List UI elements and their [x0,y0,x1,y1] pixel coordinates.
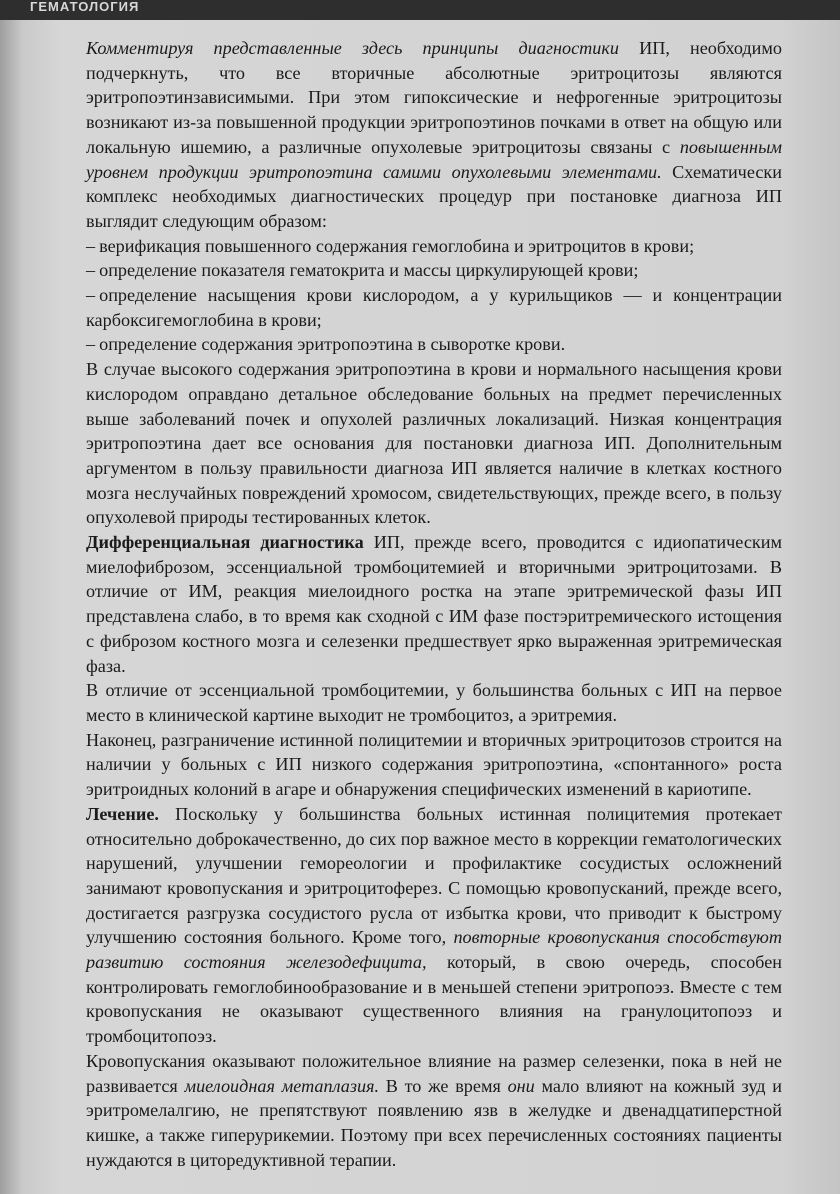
p7-text-2: В то же время [379,1075,508,1096]
paragraph-3 [86,530,782,678]
list-item [86,258,782,283]
p1-text-1: ИП, необходимо подчеркнуть, что все вторичные абсолютные эритроцитозы являются эритропоэтинзависимыми. При этом гипоксические и нефрогенные эритроцитозы возникают из-за повышенной продукции эритропоэтинов почками в ответ на общую или локальную ишемию, а различные опухолевые эритроцитозы связаны с [86,38,783,157]
p3-heading: Дифференциальная диагностика [86,532,364,553]
paragraph-5: Наконец, разграничение истинной полицитемии и вторичных эритроцитозов строится на наличии у больных с ИП низкого содержания эритропоэтина, «спонтанного» роста эритроидных колоний в агаре и обнаружения специфических изменений в кариотипе. [86,729,782,800]
p6-italic: повторные кровопускания способствуют развитию состояния железодефицита, [86,927,782,973]
list-item-text: определение содержания эритропоэтина в сыворотке крови. [99,334,566,355]
list-dash: – [86,334,96,355]
diagnostic-list [86,234,782,358]
list-item-text: определение показателя гематокрита и массы циркулирующей крови; [99,260,639,281]
paragraph-2: В случае высокого содержания эритропоэтина в крови и нормального насыщения крови кислородом оправдано детальное обследование больных на предмет перечисленных выше заболеваний почек и опухолей различных локализаций. Низкая концентрация эритропоэтина дает все основания для постановки диагноза ИП. Дополнительным аргументом в пользу правильности диагноза ИП является наличие в клетках костного мозга неслучайных повреждений хромосом, свидетельствующих, прежде всего, в пользу опухолевой природы тестированных клеток. [86,359,782,528]
running-header [0,0,840,20]
p1-italic-mid: повышенным уровнем продукции эритропоэтина самими опухолевыми элементами. [86,136,782,182]
paragraph-6 [86,802,782,1049]
p6-heading: Лечение. [86,803,159,824]
list-dash: – [86,235,96,256]
p6-text-2: который, в свою очередь, способен контролировать гемоглобинообразование и в меньшей степени эритропоэз. Вместе с тем кровопускания не оказывают существенного влияния на гранулоцитопоэз и тромбоцитопоэз. [86,952,783,1047]
p7-text-1: Кровопускания оказывают положительное влияние на размер селезенки, пока в ней не развивается [86,1050,782,1096]
list-item [86,332,782,357]
header-title: ГЕМАТОЛОГИЯ [30,0,140,14]
p1-text-2: Схематически комплекс необходимых диагностических процедур при постановке диагноза ИП выглядит следующим образом: [86,161,783,231]
p3-text: ИП, прежде всего, проводится с идиопатическим миелофиброзом, эссенциальной тромбоцитемией и вторичными эритроцитозами. В отличие от ИМ, реакция миелоидного ростка на этапе эритремической фазы ИП представлена слабо, в то время как сходной с ИМ фазе постэритремического истощения с фиброзом костного мозга и селезенки предшествует ярко выраженная эритремическая фаза. [86,532,782,676]
paragraph-7 [86,1049,782,1173]
page-body [86,36,782,1172]
p7-text-3: мало влияют на кожный зуд и эритромелалгию, не препятствуют появлению язв в желудке и двенадцатиперстной кишке, а также гиперурикемии. Поэтому при всех перечисленных состояниях пациенты нуждаются в циторедуктивной терапии. [86,1075,782,1170]
p7-italic-1: миелоидная метаплазия. [184,1075,380,1096]
p1-italic-start: Комментируя представленные здесь принципы диагностики [86,38,619,58]
paragraph-1 [86,36,782,234]
list-dash: – [86,260,96,281]
list-item [86,234,782,259]
p7-italic-2: они [507,1075,535,1096]
list-item-text: верификация повышенного содержания гемоглобина и эритроцитов в крови; [99,235,695,256]
list-item [86,283,782,332]
p6-text-1: Поскольку у большинства больных истинная полицитемия протекает относительно доброкачественно, до сих пор важное место в коррекции гематологических нарушений, улучшении гемореологии и профилактике сосудистых осложнений занимают кровопускания и эритроцитоферез. С помощью кровопусканий, прежде всего, достигается разгрузка сосудистого русла от избытка крови, что приводит к быстрому улучшению состояния больного. Кроме того, [86,803,782,948]
list-dash: – [86,285,96,306]
paragraph-4: В отличие от эссенциальной тромбоцитемии, у большинства больных с ИП на первое место в клинической картине выходит не тромбоцитоз, а эритремия. [86,680,782,725]
list-item-text: определение насыщения крови кислородом, а у курильщиков — и концентрации карбоксигемоглобина в крови; [86,285,782,330]
